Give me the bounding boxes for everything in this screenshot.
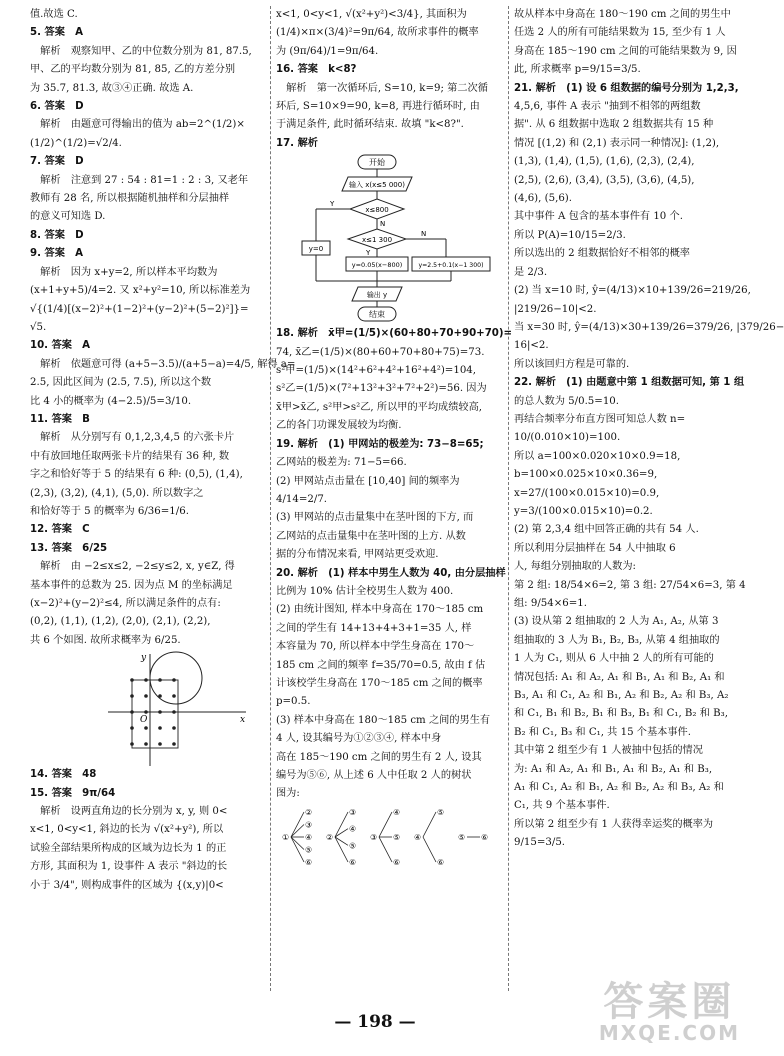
text-line: 中有放回地任取两张卡片的结果有 36 种, 数 (30, 450, 230, 462)
text-line: (4,6), (5,6). (514, 193, 573, 205)
text-line: (1/2)^(1/2)=√2/4. (30, 137, 122, 149)
text-line: 所以选出的 2 组数据恰好不相邻的概率 (514, 248, 690, 260)
origin-label: O (140, 715, 148, 726)
text-line: (x−2)²+(y−2)²≤4, 所以满足条件的点有: (30, 598, 221, 609)
text-line: √{(1/4)[(x−2)²+(1−2)²+(y−2)²+(5−2)²]}= (30, 303, 249, 315)
text-line: 4 人, 设其编号为①②③④, 样本中身 (276, 733, 442, 745)
text-line: (0,2), (1,1), (1,2), (2,0), (2,1), (2,2), (30, 616, 211, 628)
text-line: 18. 解析 x̄甲=(1/5)×(60+80+70+90+70)= (276, 328, 513, 340)
tree-branch (291, 824, 304, 837)
tree-root-node: ⑤ (458, 832, 466, 842)
text-line: C₁, 共 9 个基本事件. (514, 800, 610, 812)
text-line: 解析 由 −2≤x≤2, −2≤y≤2, x, y∈Z, 得 (30, 561, 235, 573)
text-line: B₂ 和 C₁, B₃ 和 C₁, 共 15 个基本事件. (514, 726, 691, 738)
flow-y2: y=2.5+0.1(x−1 300) (418, 262, 484, 270)
text-line: 的总人数为 5/0.5=10. (514, 395, 620, 407)
text-line: s²乙=(1/5)×(7²+13²+3²+7²+2²)=56. 因为 (276, 383, 487, 395)
text-line: 14. 答案 48 (30, 769, 97, 781)
tree-child-node: ⑥ (437, 857, 445, 867)
text-line: 基本事件的总数为 25. 因为点 M 的坐标满足 (30, 579, 233, 591)
tree-child-node: ④ (393, 807, 401, 817)
text-line: x=27/(100×0.015×10)=0.9, (514, 487, 660, 499)
text-line: 据". 从 6 组数据中选取 2 组数据共有 15 种 (514, 119, 714, 131)
text-line: (2) 由统计图知, 样本中身高在 170～185 cm (276, 604, 484, 616)
text-line: B₃, A₁ 和 C₁, A₂ 和 B₁, A₂ 和 B₂, A₂ 和 B₃, A₂ (514, 690, 729, 702)
column-3 (514, 6, 784, 853)
tree-root-node: ③ (370, 832, 378, 842)
flow-no-label-2: N (421, 230, 427, 239)
text-line: 乙的各门功课发展较为均衡. (276, 420, 402, 432)
text-line: 甲、乙的平均数分别为 81, 85, 乙的方差分别 (30, 64, 236, 76)
text-line: 185 cm 之间的频率 f=35/70=0.5, 故由 f 估 (276, 659, 486, 671)
text-line: 为 35.7, 81.3, 故③④正确. 故选 A. (30, 82, 194, 94)
tree-branch (379, 837, 392, 862)
text-line: 6. 答案 D (30, 101, 84, 113)
text-line: 解析 注意到 27 : 54 : 81=1 : 2 : 3, 又老年 (30, 174, 249, 186)
text-line: (1,3), (1,4), (1,5), (1,6), (2,3), (2,4), (514, 156, 695, 168)
text-line: 身高在 185～190 cm 之间的可能结果数为 9, 因 (514, 45, 737, 57)
flow-cond2: x≤1 300 (361, 236, 393, 245)
text-line: 情况 [(1,2) 和 (2,1) 表示同一种情况]: (1,2), (514, 137, 720, 149)
tree-child-node: ⑥ (481, 832, 489, 842)
text-line: 74, x̄乙=(1/5)×(80+60+70+80+75)=73. (276, 346, 485, 358)
text-line: 所以利用分层抽样在 54 人中抽取 6 (514, 542, 676, 554)
text-line: 19. 解析 (1) 甲网站的极差为: 73−8=65; (276, 438, 484, 450)
lattice-point-figure (30, 650, 262, 770)
text-line: 试验全部结果所构成的区域为边长为 1 的正 (30, 842, 227, 854)
text-line: 16. 答案 k<8? (276, 64, 357, 76)
watermark-text: 答案圈 (603, 979, 736, 1025)
text-line: 22. 解析 (1) 由题意中第 1 组数据可知, 第 1 组 (514, 377, 745, 389)
tree-child-node: ⑥ (349, 857, 357, 867)
text-line: 所以 a=100×0.020×10×0.9=18, (514, 450, 681, 462)
text-line: 共 6 个如图. 故所求概率为 6/25. (30, 634, 181, 646)
text-line: (1/4)×π×(3/4)²=9π/64, 故所求事件的概率 (276, 27, 479, 39)
text-line: 的意义可知选 D. (30, 211, 106, 223)
text-line: 比例为 10% 估计全校男生人数为 400. (276, 585, 454, 597)
column-2-tail-lines (276, 325, 513, 804)
text-line: 9/15=3/5. (514, 837, 566, 849)
text-line: 8. 答案 D (30, 229, 84, 241)
tree-branch (291, 837, 304, 862)
text-line: 为: A₁ 和 A₂, A₁ 和 B₁, A₁ 和 B₂, A₁ 和 B₃, (514, 763, 713, 775)
text-line: 和恰好等于 5 的概率为 6/36=1/6. (30, 505, 189, 517)
column-1-tail-lines (30, 766, 262, 895)
text-line: p=0.5. (276, 696, 311, 708)
text-line: 16|<2. (514, 340, 549, 352)
text-line: 11. 答案 B (30, 413, 90, 425)
text-line: 图为: (276, 788, 300, 800)
text-line: 情况包括: A₁ 和 A₂, A₁ 和 B₁, A₁ 和 B₂, A₁ 和 (514, 671, 725, 683)
tree-child-node: ② (305, 807, 313, 817)
tree-branch (291, 812, 304, 837)
column-2 (276, 6, 513, 874)
watermark-url: MXQE.COM (598, 1021, 740, 1045)
text-line: (3) 甲网站的点击量集中在茎叶图的下方, 而 (276, 512, 474, 524)
page-number: — 198 — (334, 1012, 416, 1032)
text-line: 字之和恰好等于 5 的结果有 6 种: (0,5), (1,4), (30, 469, 243, 481)
text-line: 10/(0.010×10)=100. (514, 432, 621, 444)
text-line: (2) 第 2,3,4 组中回答正确的共有 54 人. (514, 524, 699, 536)
tree-branch (291, 837, 304, 850)
text-line: 计该校学生身高在 170～185 cm 之间的概率 (276, 677, 483, 689)
text-line: 10. 答案 A (30, 340, 91, 352)
text-line: 解析 依题意可得 (a+5−3.5)/(a+5−a)=4/5, 解得 a= (30, 358, 296, 370)
text-line: (2,3), (3,2), (4,1), (5,0). 所以数字之 (30, 487, 204, 499)
text-line: 12. 答案 C (30, 524, 90, 536)
text-line: 编号为⑤⑥, 从上述 6 人中任取 2 人的树状 (276, 770, 472, 781)
flow-cond1: x≤800 (365, 206, 389, 215)
text-line: 和 C₁, B₁ 和 B₂, B₁ 和 B₃, B₁ 和 C₁, B₂ 和 B₃, (514, 708, 728, 720)
flow-yes-label-2: Y (366, 249, 371, 258)
text-line: 人, 每组分别抽取的人数为: (514, 561, 636, 573)
tree-child-node: ④ (349, 824, 357, 834)
text-line: 为 (9π/64)/1=9π/64. (276, 45, 379, 57)
text-line: x̄甲>x̄乙, s²甲>s²乙, 所以甲的平均成绩较高, (276, 401, 483, 413)
text-line: x<1, 0<y<1, 斜边的长为 √(x²+y²), 所以 (30, 824, 224, 836)
text-line: (3) 样本中身高在 180～185 cm 之间的男生有 (276, 714, 491, 726)
x-axis-label: x (240, 715, 246, 726)
text-line: 解析 由题意可得输出的值为 ab=2^(1/2)× (30, 119, 245, 131)
tree-child-node: ③ (305, 820, 313, 830)
text-line: √5. (30, 321, 47, 333)
text-line: (3) 设从第 2 组抽取的 2 人为 A₁, A₂, 从第 3 (514, 616, 719, 628)
text-line: 环后, S=10×9=90, k=8, 再进行循环时, 由 (276, 101, 480, 113)
flow-output: 输出 y (366, 291, 388, 300)
tree-branch (423, 837, 436, 862)
tree-child-node: ⑤ (393, 832, 401, 842)
tree-root-node: ④ (414, 832, 422, 842)
text-line: 17. 解析 (276, 137, 318, 149)
text-line: 所以 P(A)=10/15=2/3. (514, 229, 626, 241)
tree-root-node: ② (326, 832, 334, 842)
text-line: 当 x=30 时, ŷ=(4/13)×30+139/26=379/26, |379/26− (514, 321, 784, 333)
text-line: 是 2/3. (514, 266, 548, 278)
tree-child-node: ③ (349, 807, 357, 817)
y-axis-label: y (141, 653, 147, 664)
text-line: 乙网站的极差为: 71−5=66. (276, 457, 407, 469)
flow-yes-label: Y (330, 200, 335, 209)
text-line: 组: 9/54×6=1. (514, 598, 588, 609)
text-line: 方形, 其面积为 1, 设事件 A 表示 "斜边的长 (30, 861, 228, 873)
text-line: 本容量为 70, 所以样本中学生身高在 170～ (276, 641, 475, 653)
text-line: y=3/(100×0.015×10)=0.2. (514, 505, 653, 517)
flowchart-figure (276, 153, 504, 325)
text-line: 1 人为 C₁, 则从 6 人中抽 2 人的所有可能的 (514, 653, 714, 665)
text-line: 任选 2 人的所有可能结果数为 15, 至少有 1 人 (514, 27, 726, 39)
text-line: 值.故选 C. (30, 9, 78, 20)
text-line: 4,5,6, 事件 A 表示 "抽到不相邻的两组数 (514, 101, 701, 113)
tree-root-node: ① (282, 832, 290, 842)
column-divider (508, 6, 509, 991)
tree-branch (379, 812, 392, 837)
watermark-logo (599, 981, 740, 1044)
text-line: 9. 答案 A (30, 248, 83, 260)
text-line: 解析 因为 x+y=2, 所以样本平均数为 (30, 266, 218, 278)
text-line: 之间的学生有 14+13+4+3+1=35 人, 样 (276, 622, 472, 634)
text-line: (2,5), (2,6), (3,4), (3,5), (3,6), (4,5), (514, 174, 695, 186)
flow-start: 开始 (369, 158, 385, 168)
text-line: 故从样本中身高在 180～190 cm 之间的男生中 (514, 9, 731, 20)
text-line: 再结合频率分布直方图可知总人数 n= (514, 413, 686, 425)
text-line: 解析 观察知甲、乙的中位数分别为 81, 87.5, (30, 45, 252, 57)
text-line: 解析 设两直角边的长分别为 x, y, 则 0< (30, 806, 228, 818)
column-2-lines (276, 6, 504, 153)
text-line: (x+1+y+5)/4=2. 又 x²+y²=10, 所以标准差为 (30, 285, 251, 297)
tree-branch (423, 812, 436, 837)
text-line: 教师有 28 名, 所以根据随机抽样和分层抽样 (30, 193, 230, 205)
text-line: 4/14=2/7. (276, 493, 328, 505)
text-line: 所以该回归方程是可靠的. (514, 358, 630, 370)
flow-y1: y=0.05(x−800) (351, 261, 403, 270)
tree-child-node: ⑤ (437, 807, 445, 817)
text-line: 20. 解析 (1) 样本中男生人数为 40, 由分层抽样 (276, 567, 506, 579)
text-line: 5. 答案 A (30, 27, 83, 39)
flow-no-label: N (380, 220, 386, 229)
text-line: 其中第 2 组至少有 1 人被抽中包括的情况 (514, 745, 703, 757)
text-line: 所以第 2 组至少有 1 人获得幸运奖的概率为 (514, 818, 714, 830)
text-line: 2.5, 因此区间为 (2.5, 7.5), 所以这个数 (30, 377, 212, 389)
flow-end: 结束 (369, 310, 385, 320)
tree-child-node: ⑤ (349, 841, 357, 851)
text-line: 其中事件 A 包含的基本事件有 10 个. (514, 211, 683, 223)
text-line: 解析 从分别写有 0,1,2,3,4,5 的六张卡片 (30, 432, 235, 444)
text-line: 据的分布情况来看, 甲网站更受欢迎. (276, 549, 439, 561)
column-1-lines (30, 6, 296, 650)
flow-y0: y=0 (308, 245, 324, 254)
tree-child-node: ⑥ (393, 857, 401, 867)
text-line: 第 2 组: 18/54×6=2, 第 3 组: 27/54×6=3, 第 4 (514, 579, 746, 591)
text-line: 15. 答案 9π/64 (30, 787, 116, 799)
text-line: 13. 答案 6/25 (30, 542, 108, 554)
text-line: 解析 第一次循环后, S=10, k=9; 第二次循 (276, 82, 488, 94)
tree-child-node: ④ (305, 832, 313, 842)
text-line: (2) 当 x=10 时, ŷ=(4/13)×10+139/26=219/26, (514, 285, 751, 297)
text-line: |219/26−10|<2. (514, 303, 597, 315)
text-line: b=100×0.025×10×0.36=9, (514, 469, 658, 481)
text-line: 组抽取的 3 人为 B₁, B₂, B₃, 从第 4 组抽取的 (514, 634, 720, 646)
tree-child-node: ⑥ (305, 857, 313, 867)
text-line: 比 4 小的概率为 (4−2.5)/5=3/10. (30, 395, 192, 407)
tree-child-node: ⑤ (305, 845, 313, 855)
text-line: 7. 答案 D (30, 156, 84, 168)
text-line: 乙网站的点击量集中在茎叶图的上方. 从数 (276, 530, 466, 542)
text-line: 小于 3/4", 则构成事件的区域为 {(x,y)|0< (30, 879, 224, 891)
text-line: (2) 甲网站点击量在 [10,40] 间的频率为 (276, 475, 460, 487)
tree-diagram-figure (276, 804, 504, 874)
text-line: 此, 所求概率 p=9/15=3/5. (514, 64, 641, 76)
column-divider (270, 6, 271, 991)
text-line: 21. 解析 (1) 设 6 组数据的编号分别为 1,2,3, (514, 82, 739, 94)
flow-input: 输入 x(x≤5 000) (349, 181, 405, 190)
text-line: s²甲=(1/5)×(14²+6²+4²+16²+4²)=104, (276, 365, 477, 377)
text-line: 高在 185～190 cm 之间的男生有 2 人, 设其 (276, 751, 482, 763)
text-line: x<1, 0<y<1, √(x²+y²)<3/4}, 其面积为 (276, 9, 467, 20)
column-3-lines (514, 6, 784, 853)
text-line: A₁ 和 C₁, A₂ 和 B₁, A₂ 和 B₂, A₂ 和 B₃, A₂ 和 (514, 782, 724, 794)
text-line: 于满足条件, 此时循环结束. 故填 "k<8?". (276, 119, 464, 131)
